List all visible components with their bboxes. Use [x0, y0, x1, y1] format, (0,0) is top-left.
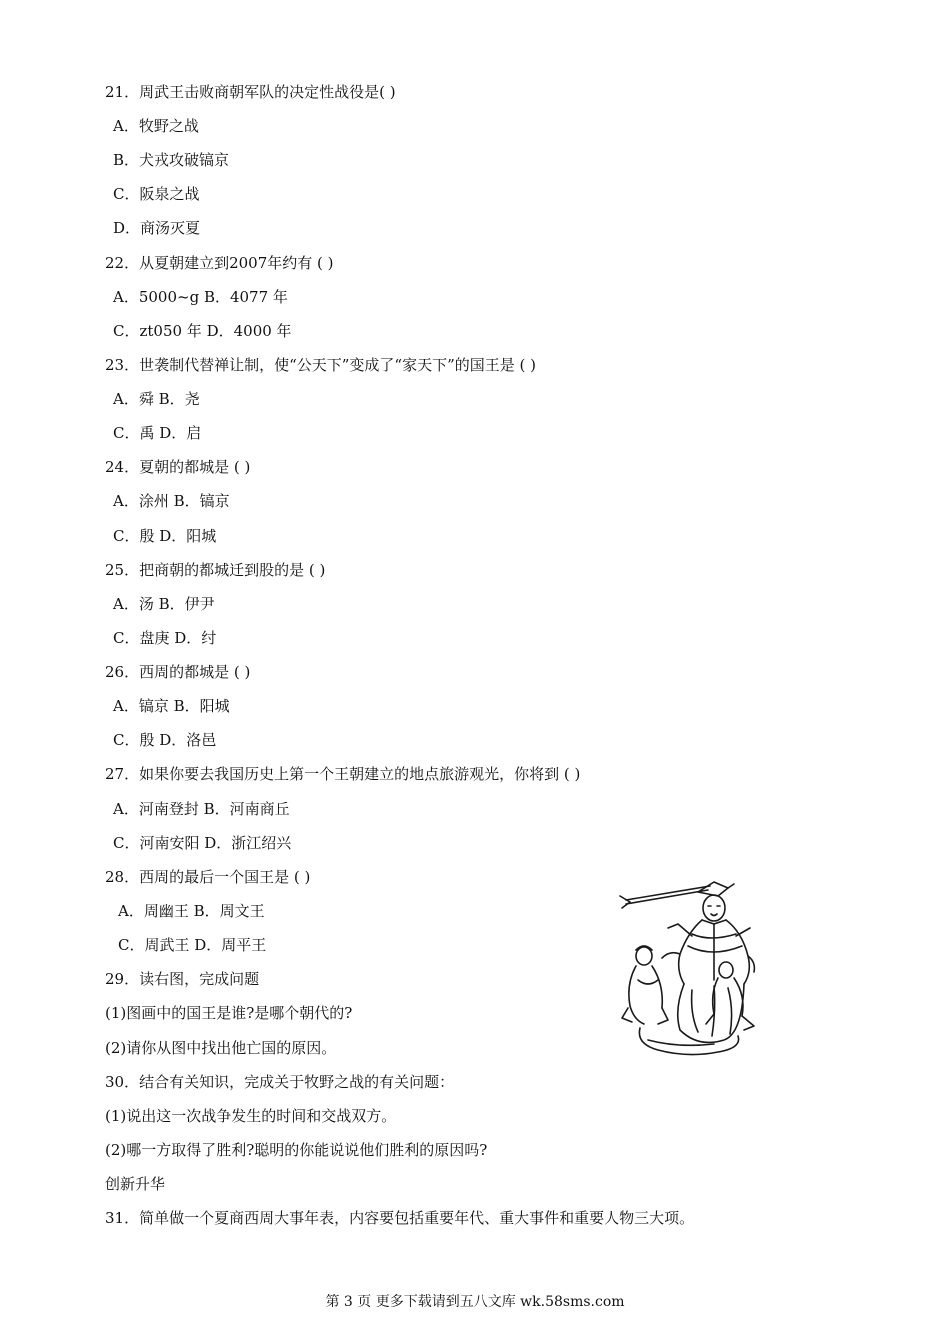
section-heading: 创新升华: [105, 1175, 166, 1193]
question-31: 31．简单做一个夏商西周大事年表，内容要包括重要年代、重大事件和重要人物三大项。: [105, 1209, 695, 1227]
q21-option-a: A．牧野之战: [113, 117, 199, 135]
question-30: 30．结合有关知识，完成关于牧野之战的有关问题：: [105, 1073, 455, 1091]
q25-options-cd: C．盘庚 D．纣: [113, 629, 217, 647]
q28-options-ab: A．周幽王 B．周文王: [118, 902, 265, 920]
q25-options-ab: A．汤 B．伊尹: [113, 595, 215, 613]
question-25: 25．把商朝的都城迁到股的是 ( ): [105, 561, 326, 579]
question-29: 29．读右图，完成问题: [105, 970, 260, 988]
q21-option-b: B．犬戎攻破镐京: [113, 151, 230, 169]
q21-option-d: D．商汤灭夏: [113, 219, 201, 237]
q22-options-cd: C．zt050 年 D．4000 年: [113, 322, 292, 340]
page-footer: 第 3 页 更多下载请到五八文库 wk.58sms.com: [325, 1294, 625, 1310]
q26-options-ab: A．镐京 B．阳城: [113, 697, 230, 715]
question-28: 28．西周的最后一个国王是 ( ): [105, 868, 311, 886]
q26-options-cd: C．殷 D．洛邑: [113, 731, 217, 749]
question-27: 27．如果你要去我国历史上第一个王朝建立的地点旅游观光，你将到 ( ): [105, 765, 581, 783]
question-24: 24．夏朝的都城是 ( ): [105, 458, 251, 476]
king-on-servant-illustration-icon: [618, 880, 763, 1058]
q27-options-cd: C．河南安阳 D．浙江绍兴: [113, 834, 292, 852]
q29-part-1: (1)图画中的国王是谁?是哪个朝代的?: [105, 1004, 353, 1022]
q28-options-cd: C．周武王 D．周平王: [118, 936, 267, 954]
q27-options-ab: A．河南登封 B．河南商丘: [113, 800, 290, 818]
q24-options-cd: C．殷 D．阳城: [113, 527, 217, 545]
q21-option-c: C．阪泉之战: [113, 185, 200, 203]
q23-options-ab: A．舜 B．尧: [113, 390, 200, 408]
q24-options-ab: A．涂州 B．镐京: [113, 492, 230, 510]
question-26: 26．西周的都城是 ( ): [105, 663, 251, 681]
question-21: 21．周武王击败商朝军队的决定性战役是( ): [105, 83, 396, 101]
q29-part-2: (2)请你从图中找出他亡国的原因。: [105, 1039, 337, 1057]
q30-part-2: (2)哪一方取得了胜利?聪明的你能说说他们胜利的原因吗?: [105, 1141, 488, 1159]
question-23: 23．世袭制代替禅让制，使“公天下”变成了“家天下”的国王是 ( ): [105, 356, 537, 374]
q23-options-cd: C．禹 D．启: [113, 424, 202, 442]
question-22: 22．从夏朝建立到2007年约有 ( ): [105, 254, 334, 272]
q22-options-ab: A．5000~g B．4077 年: [113, 288, 288, 306]
q30-part-1: (1)说出这一次战争发生的时间和交战双方。: [105, 1107, 397, 1125]
